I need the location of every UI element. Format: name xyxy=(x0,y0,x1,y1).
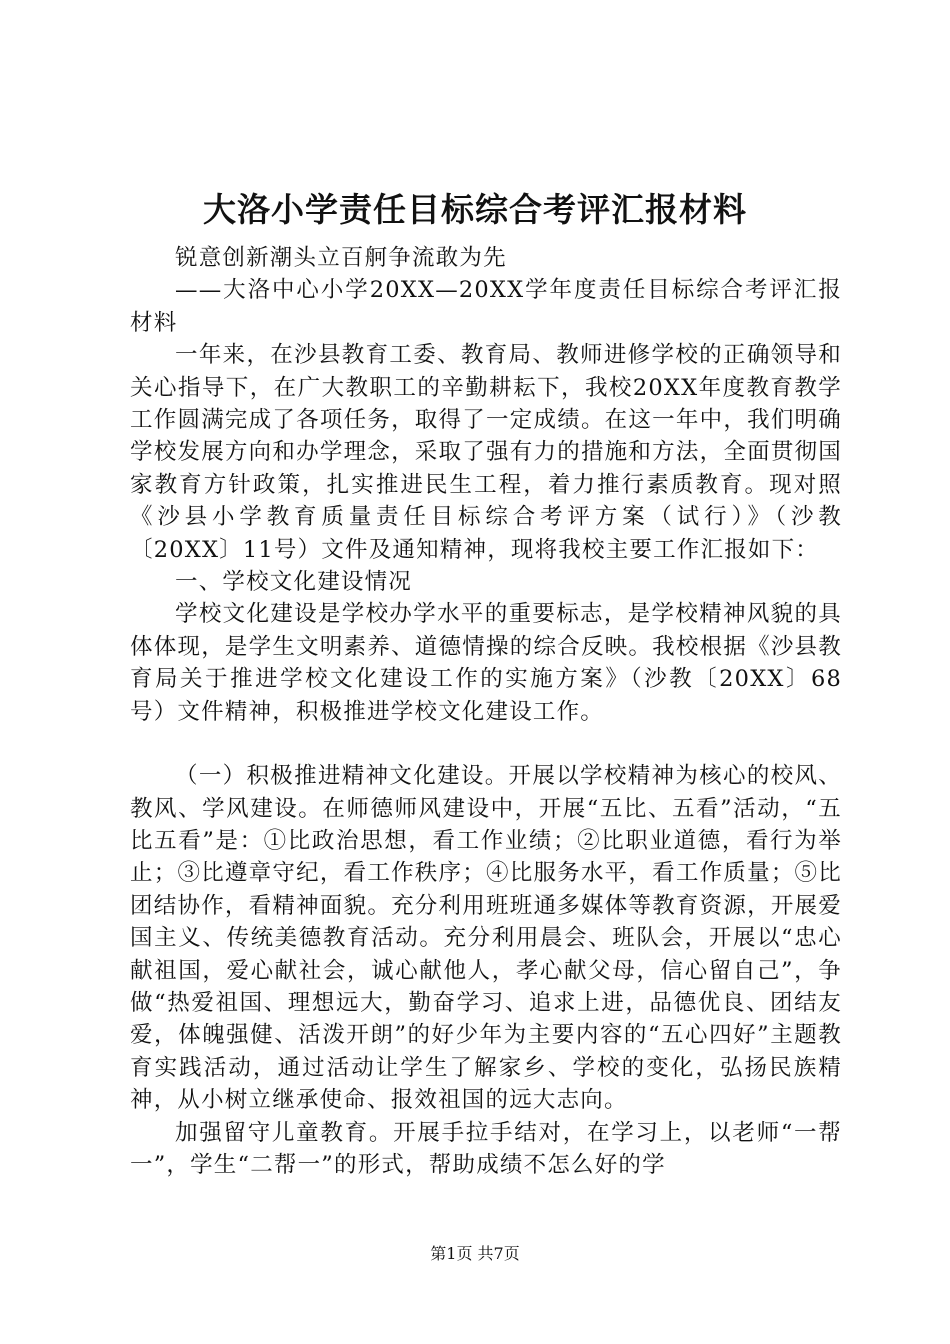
left-behind-children-paragraph: 加强留守儿童教育。开展手拉手结对，在学习上，以老师“一帮一”，学生“二帮一”的形式，帮助成绩不怎么好的学 xyxy=(130,1119,842,1178)
culture-paragraph: 学校文化建设是学校办学水平的重要标志，是学校精神风貌的具体体现，是学生文明素养、道德情操的综合反映。我校根据《沙县教育局关于推进学校文化建设工作的实施方案》（沙教〔20XX〕68号）文件精神，积极推进学校文化建设工作。 xyxy=(130,601,842,725)
document-body xyxy=(130,242,842,1181)
document-title: 大洛小学责任目标综合考评汇报材料 xyxy=(203,190,747,229)
subtitle-dash-line: ——大洛中心小学20XX—20XX学年度责任目标综合考评汇报材料 xyxy=(130,277,842,336)
page-footer: 第1页 共7页 xyxy=(430,1244,520,1263)
subtitle-line: 锐意创新潮头立百舸争流敢为先 xyxy=(175,245,507,271)
spirit-culture-paragraph: （一）积极推进精神文化建设。开展以学校精神为核心的校风、教风、学风建设。在师德师风建设中，开展“五比、五看”活动，“五比五看”是：①比政治思想，看工作业绩；②比职业道德，看行为举止；③比遵章守纪，看工作秩序；④比服务水平，看工作质量；⑤比团结协作，看精神面貌。充分利用班班通多媒体等教育资源，开展爱国主义、传统美德教育活动。充分利用晨会、班队会，开展以“忠心献祖国，爱心献社会，诚心献他人，孝心献父母，信心留自己”，争做“热爱祖国、理想远大，勤奋学习、追求上进，品德优良、团结友爱，体魄强健、活泼开朗”的好少年为主要内容的“五心四好”主题教育实践活动，通过活动让学生了解家乡、学校的变化，弘扬民族精神，从小树立继承使命、报效祖国的远大志向。 xyxy=(130,763,842,1114)
section-heading: 一、学校文化建设情况 xyxy=(175,569,413,596)
intro-paragraph: 一年来，在沙县教育工委、教育局、教师进修学校的正确领导和关心指导下，在广大教职工的辛勤耕耘下，我校20XX年度教育教学工作圆满完成了各项任务，取得了一定成绩。在这一年中，我们明确学校发展方向和办学理念，采取了强有力的措施和方法，全面贯彻国家教育方针政策，扎实推进民生工程，着力推行素质教育。现对照《沙县小学教育质量责任目标综合考评方案（试行）》（沙教〔20XX〕11号）文件及通知精神，现将我校主要工作汇报如下： xyxy=(130,342,842,563)
